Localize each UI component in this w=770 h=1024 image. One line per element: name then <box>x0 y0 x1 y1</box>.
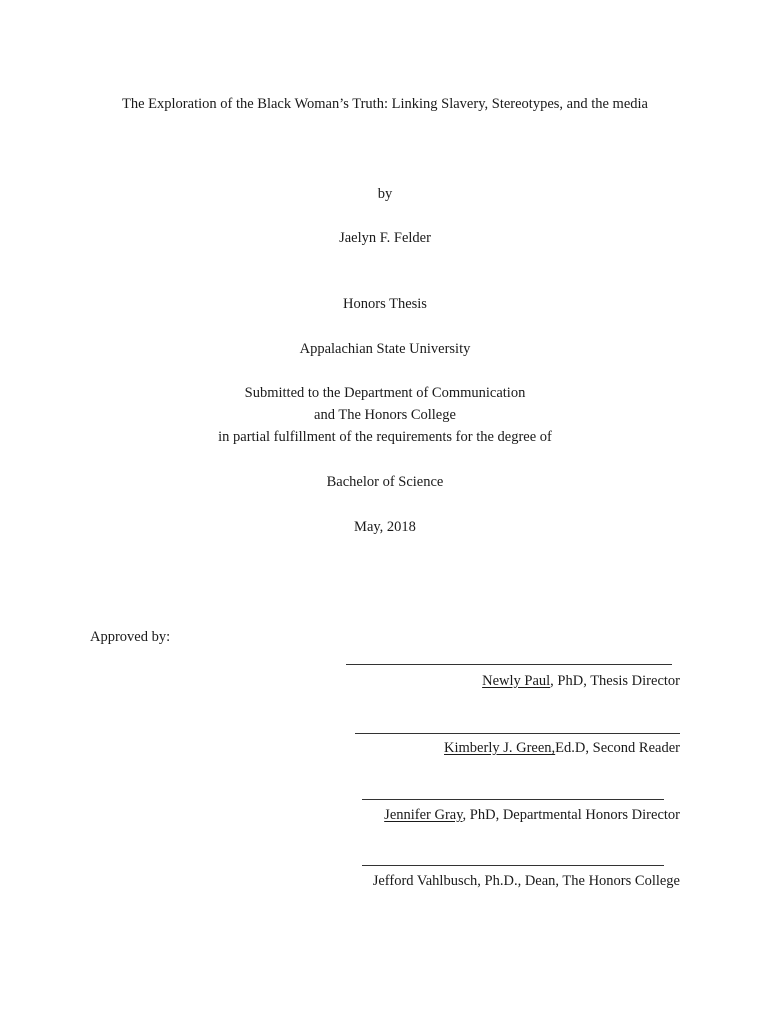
submission-line-1: Submitted to the Department of Communication <box>244 385 526 401</box>
signatory-4 <box>373 872 680 890</box>
university-name: Appalachian State University <box>299 341 471 357</box>
signature-line-3 <box>362 799 664 800</box>
signatory-3 <box>384 806 680 824</box>
signature-line-2 <box>355 733 680 734</box>
document-type: Honors Thesis <box>343 296 427 312</box>
submission-date: May, 2018 <box>354 519 416 535</box>
submission-line-3: in partial fulfillment of the requirements for the degree of <box>218 429 552 445</box>
signatory-1-name: Newly Paul <box>482 673 551 689</box>
degree-name: Bachelor of Science <box>326 474 444 490</box>
signatory-2-name: Kimberly J. Green, <box>444 740 556 756</box>
signatory-3-name: Jennifer Gray <box>384 807 463 823</box>
signatory-4-role: Jefford Vahlbusch, Ph.D., Dean, The Honors College <box>372 873 680 889</box>
author-name: Jaelyn F. Felder <box>339 230 431 246</box>
approved-by-label: Approved by: <box>90 629 171 645</box>
thesis-title: The Exploration of the Black Woman’s Truth: Linking Slavery, Stereotypes, and the media <box>122 96 648 112</box>
signatory-3-role: , PhD, Departmental Honors Director <box>462 807 680 823</box>
signature-line-4 <box>362 865 664 866</box>
signature-line-1 <box>346 664 672 665</box>
by-label: by <box>377 186 393 202</box>
signatory-1 <box>482 672 680 690</box>
signatory-2-role: Ed.D, Second Reader <box>555 740 680 756</box>
signatory-1-role: , PhD, Thesis Director <box>550 673 680 689</box>
submission-line-2: and The Honors College <box>314 407 456 423</box>
signatory-2 <box>444 739 680 757</box>
